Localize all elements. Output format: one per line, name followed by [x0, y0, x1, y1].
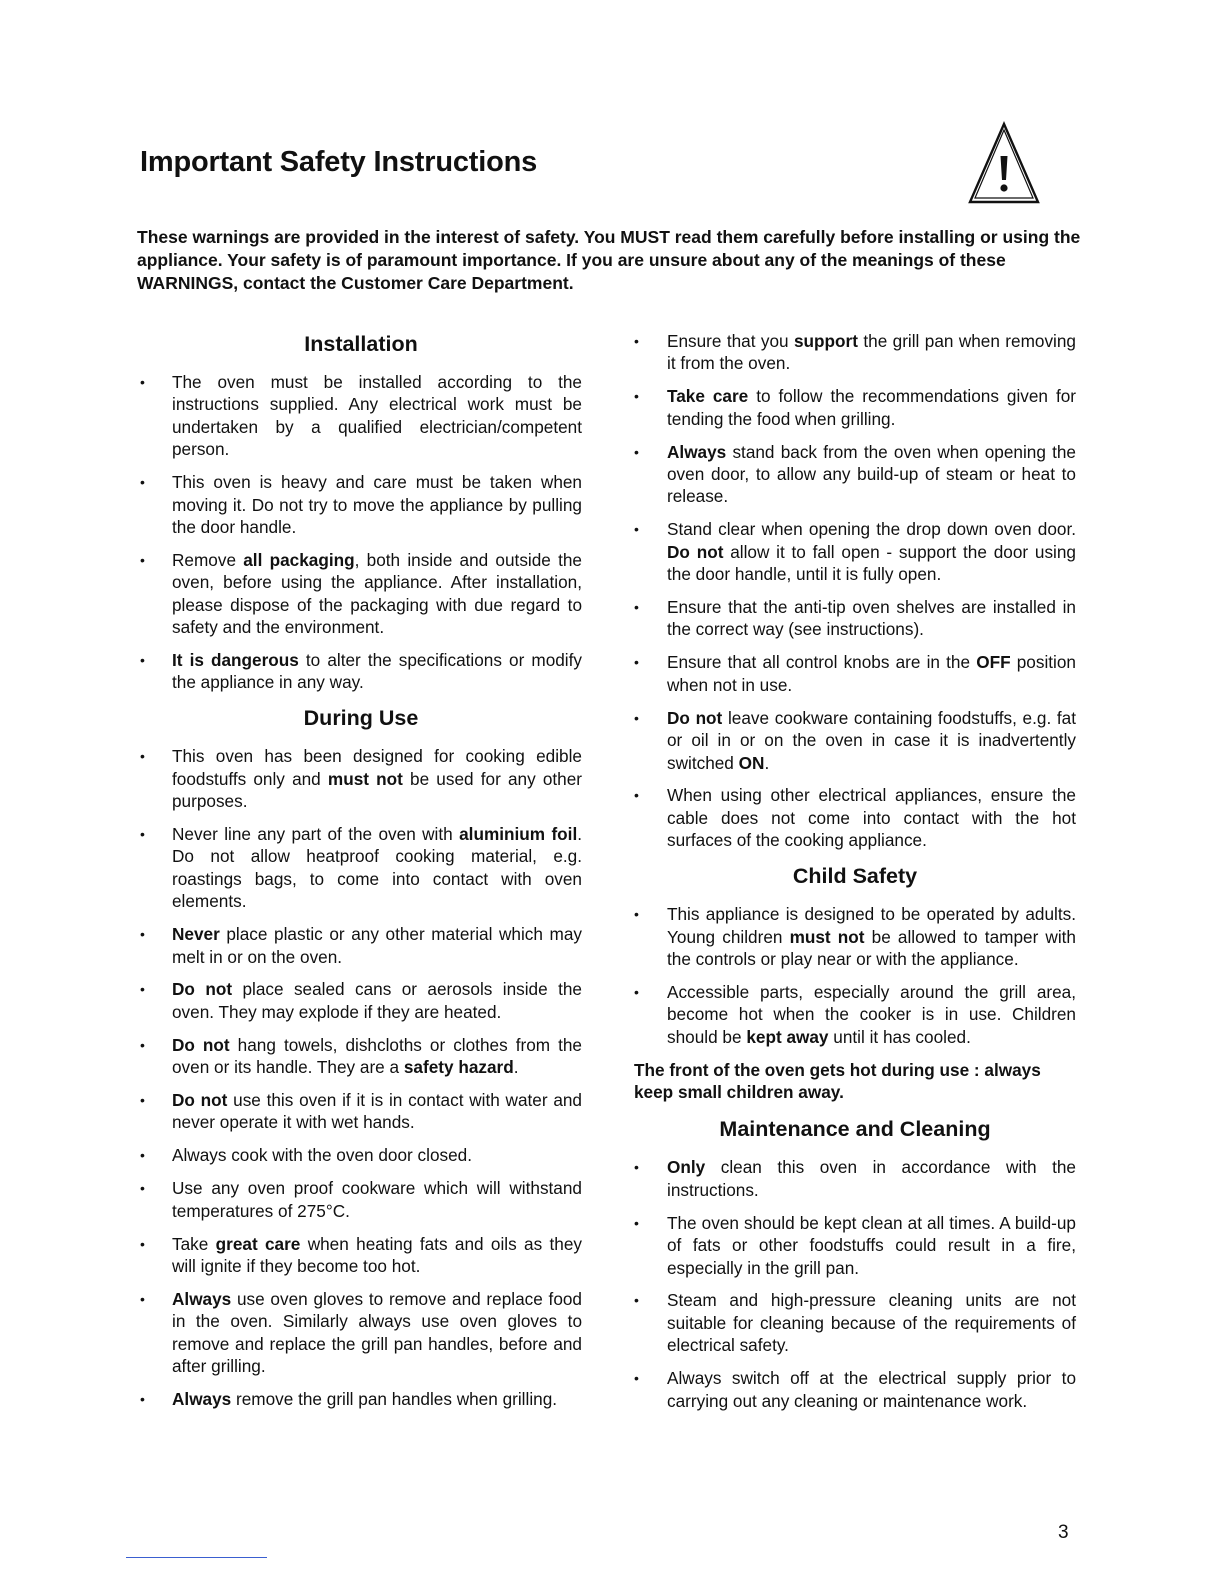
page-number: 3	[1058, 1522, 1069, 1543]
list-item: • Ensure that the anti-tip oven shelves are installed in the correct way (see instructions).	[634, 596, 1076, 641]
list-item: • Always switch off at the electrical supply prior to carrying out any cleaning or maintenance work.	[634, 1367, 1076, 1412]
section-heading-maintenance: Maintenance and Cleaning	[719, 1117, 991, 1142]
during-use-continued-list	[634, 330, 1076, 852]
right-column	[634, 330, 1076, 1422]
intro-warning: These warnings are provided in the interest of safety. You MUST read them carefully before installing or using the appliance. Your safety is of paramount importance. If you are unsure about any of the meanings of these WARNINGS, contact the Customer Care Department.	[137, 227, 1081, 293]
list-item: • Always stand back from the oven when opening the oven door, to allow any build-up of steam or heat to release.	[634, 441, 1076, 508]
during-use-list	[140, 745, 582, 1410]
list-item: • This oven is heavy and care must be taken when moving it. Do not try to move the appliance by pulling the door handle.	[140, 471, 582, 538]
child-safety-note: The front of the oven gets hot during use : always keep small children away.	[634, 1059, 1041, 1102]
list-item: • Take care to follow the recommendations given for tending the food when grilling.	[634, 385, 1076, 430]
list-item: • Stand clear when opening the drop down oven door. Do not allow it to fall open - support the door using the door handle, until it is fully open.	[634, 518, 1076, 585]
page-title: Important Safety Instructions	[140, 146, 538, 178]
list-item: • Do not leave cookware containing foodstuffs, e.g. fat or oil in or on the oven in case it is inadvertently switched ON.	[634, 707, 1076, 774]
list-item: • When using other electrical appliances, ensure the cable does not come into contact with the hot surfaces of the cooking appliance.	[634, 784, 1076, 851]
installation-list	[140, 371, 582, 694]
list-item: • Remove all packaging, both inside and outside the oven, before using the appliance. After installation, please dispose of the packaging with due regard to safety and the environment.	[140, 549, 582, 639]
list-item: • Do not place sealed cans or aerosols inside the oven. They may explode if they are heated.	[140, 978, 582, 1023]
list-item: • The oven must be installed according to the instructions supplied. Any electrical work must be undertaken by a qualified electrician/competent person.	[140, 371, 582, 461]
list-item: • Only clean this oven in accordance with the instructions.	[634, 1156, 1076, 1201]
list-item: • Do not hang towels, dishcloths or clothes from the oven or its handle. They are a safety hazard.	[140, 1034, 582, 1079]
section-heading-during-use: During Use	[303, 706, 419, 731]
list-item: • Use any oven proof cookware which will withstand temperatures of 275°C.	[140, 1177, 582, 1222]
list-item: • The oven should be kept clean at all times. A build-up of fats or other foodstuffs could result in a fire, especially in the grill pan.	[634, 1212, 1076, 1279]
child-safety-list	[634, 903, 1076, 1048]
list-item: • Always use oven gloves to remove and replace food in the oven. Similarly always use oven gloves to remove and replace the grill pan handles, before and after grilling.	[140, 1288, 582, 1378]
list-item: • Do not use this oven if it is in contact with water and never operate it with wet hands.	[140, 1089, 582, 1134]
list-item: • This oven has been designed for cooking edible foodstuffs only and must not be used for any other purposes.	[140, 745, 582, 812]
footnote-rule	[126, 1557, 267, 1558]
maintenance-list	[634, 1156, 1076, 1412]
list-item: • Ensure that you support the grill pan when removing it from the oven.	[634, 330, 1076, 375]
list-item: • Always cook with the oven door closed.	[140, 1144, 582, 1166]
list-item: • Take great care when heating fats and oils as they will ignite if they become too hot.	[140, 1233, 582, 1278]
list-item: • Steam and high-pressure cleaning units are not suitable for cleaning because of the requirements of electrical safety.	[634, 1289, 1076, 1356]
list-item: • Never place plastic or any other material which may melt in or on the oven.	[140, 923, 582, 968]
list-item: • Always remove the grill pan handles when grilling.	[140, 1388, 582, 1410]
section-heading-child-safety: Child Safety	[792, 864, 918, 889]
list-item: • Never line any part of the oven with aluminium foil. Do not allow heatproof cooking material, e.g. roastings bags, to come into contact with oven elements.	[140, 823, 582, 913]
left-column	[140, 330, 582, 1421]
list-item: • Ensure that all control knobs are in the OFF position when not in use.	[634, 651, 1076, 696]
list-item: • This appliance is designed to be operated by adults. Young children must not be allowed to tamper with the controls or play near or with the appliance.	[634, 903, 1076, 970]
list-item: • Accessible parts, especially around the grill area, become hot when the cooker is in use. Children should be kept away until it has cooled.	[634, 981, 1076, 1048]
warning-triangle-icon	[967, 120, 1041, 206]
list-item: • It is dangerous to alter the specifications or modify the appliance in any way.	[140, 649, 582, 694]
section-heading-installation: Installation	[304, 332, 418, 356]
